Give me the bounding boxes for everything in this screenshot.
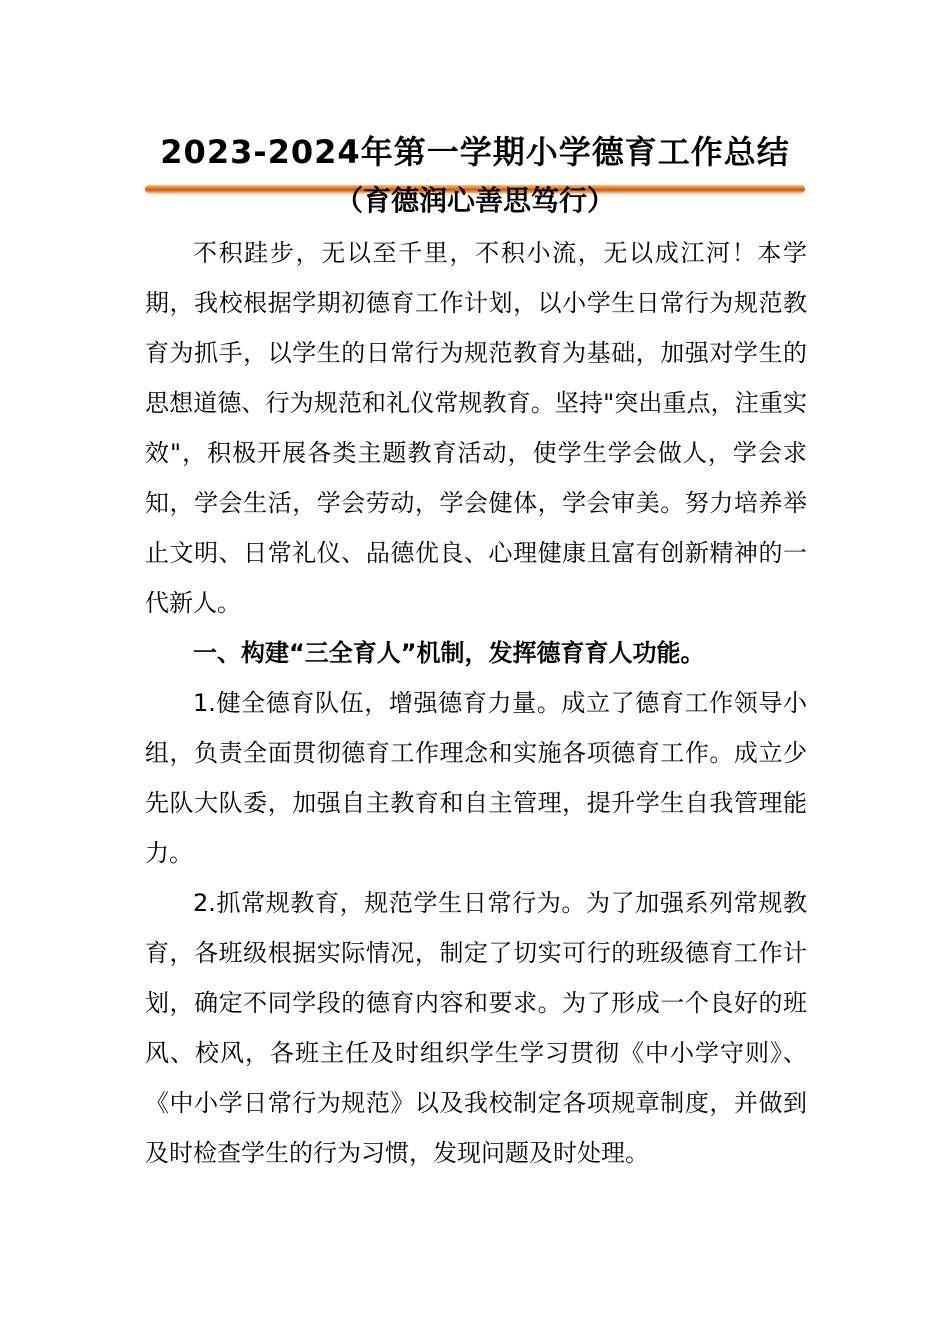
document-title: 2023-2024年第一学期小学德育工作总结 — [160, 133, 790, 171]
body-paragraph: 1.健全德育队伍，增强德育力量。成立了德育工作领导小组，负责全面贯彻德育工作理念和实施各项德育工作。成立少先队大队委，加强自主教育和自主管理，提升学生自我管理能力。 — [145, 689, 807, 867]
intro-paragraph: 不积跬步，无以至千里，不积小流，无以成江河！本学期，我校根据学期初德育工作计划，以小学生日常行为规范教育为抓手，以学生的日常行为规范教育为基础，加强对学生的思想道德、行为规范和礼仪常规教育。坚持"突出重点，注重实效"，积极开展各类主题教育活动，使学生学会做人，学会求知，学会生活，学会劳动，学会健体，学会审美。努力培养举止文明、日常礼仪、品德优良、心理健康且富有创新精神的一代新人。 — [145, 239, 807, 617]
document-body — [145, 228, 807, 1178]
body-paragraph: 2.抓常规教育，规范学生日常行为。为了加强系列常规教育，各班级根据实际情况，制定了切实可行的班级德育工作计划，确定不同学段的德育内容和要求。为了形成一个良好的班风、校风，各班主任及时组织学生学习贯彻《中小学守则》、《中小学日常行为规范》以及我校制定各项规章制度，并做到及时检查学生的行为习惯，发现问题及时处理。 — [145, 889, 807, 1167]
document-subtitle: （育德润心善思笃行） — [334, 184, 615, 217]
section-heading: 一、构建“三全育人”机制，发挥德育育人功能。 — [193, 639, 705, 667]
